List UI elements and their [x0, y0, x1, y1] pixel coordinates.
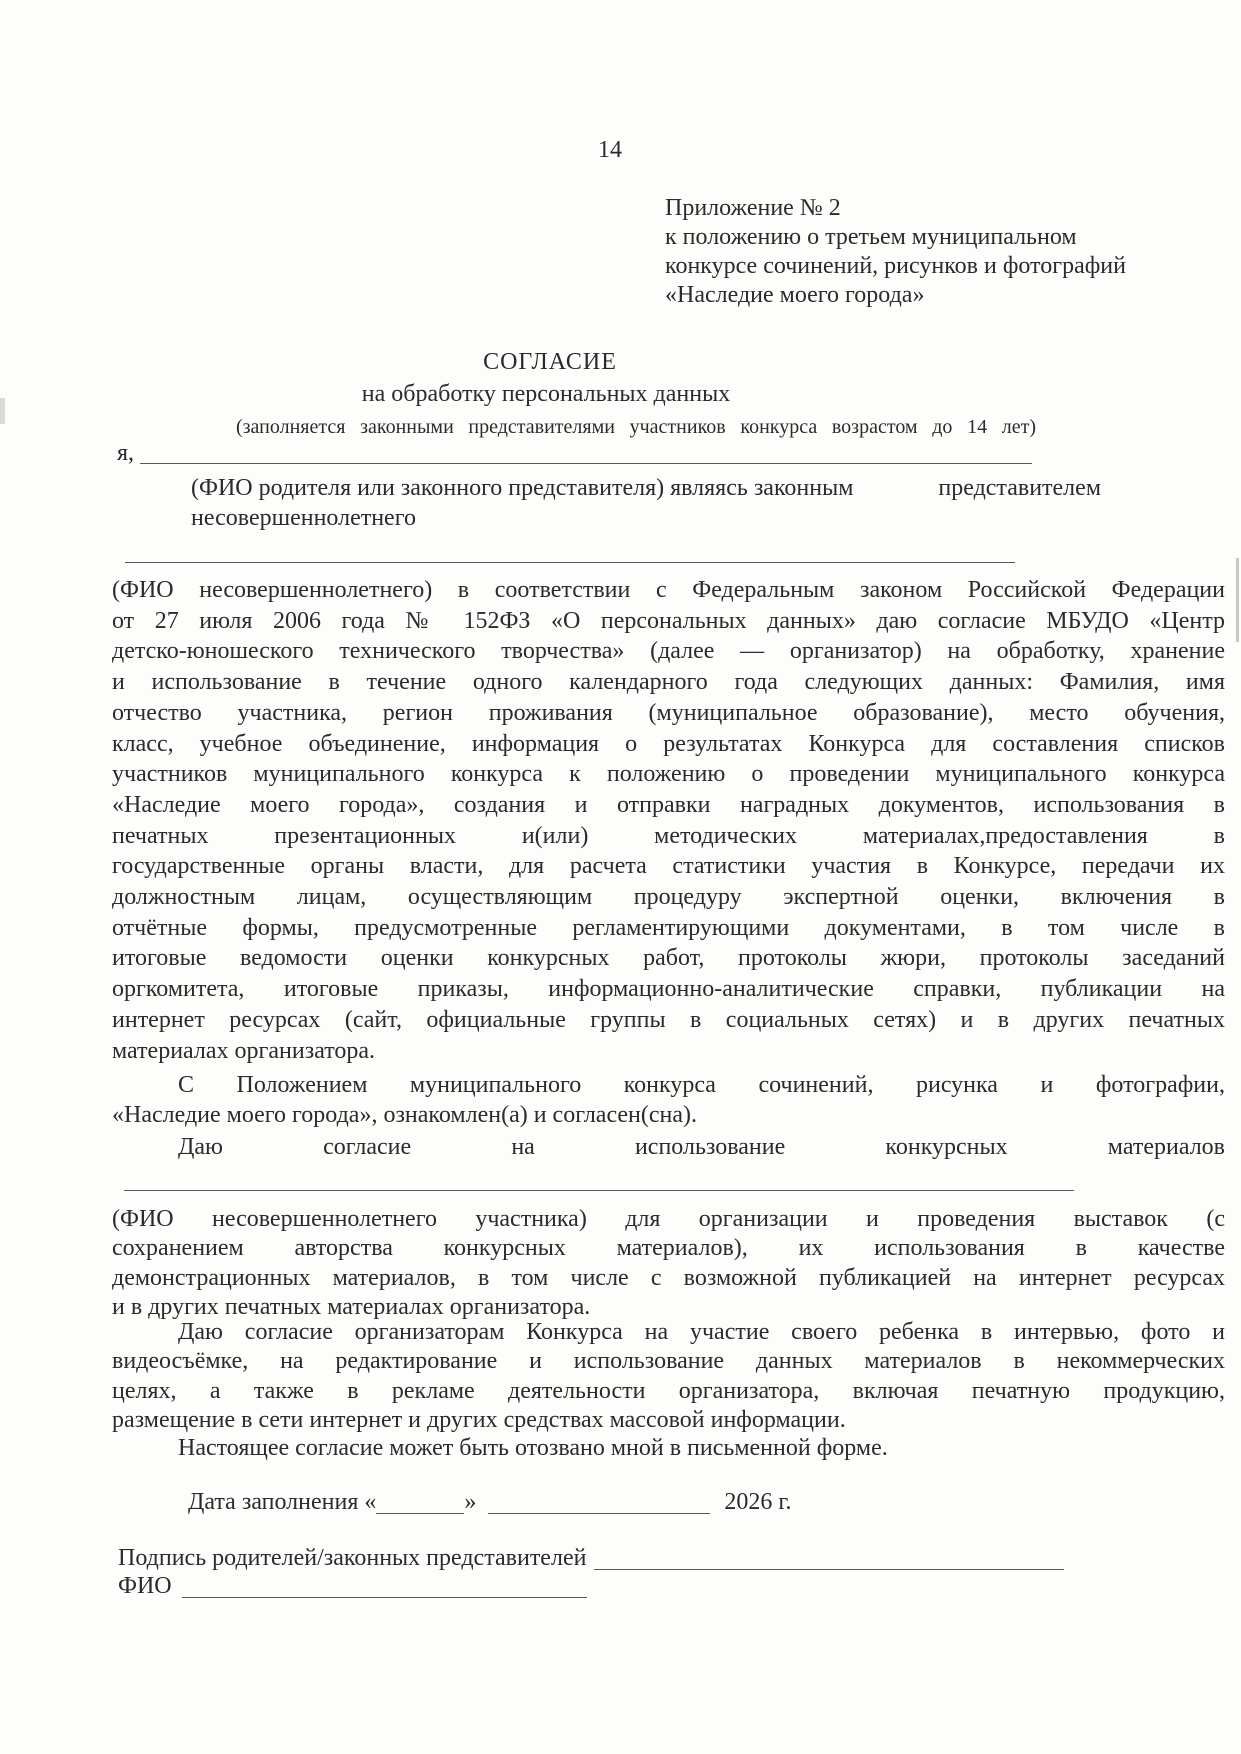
- document-subtitle: на обработку персональных данных: [361, 381, 731, 407]
- page-number: 14: [598, 137, 622, 163]
- fio-blank-line: [182, 1575, 587, 1598]
- scan-edge-artifact: [0, 398, 5, 424]
- month-blank-line: [488, 1491, 710, 1514]
- declarant-caption-right: представителем: [938, 475, 1101, 501]
- filler-note: (заполняется законными представителями участников конкурса возрастом до 14 лет): [236, 416, 1036, 438]
- participant-name-blank-line: [124, 1190, 1074, 1191]
- declarant-caption-left: (ФИО родителя или законного представителя) являясь законным: [191, 475, 854, 501]
- scan-edge-artifact: [1236, 558, 1239, 642]
- fill-date-label: Дата заполнения: [188, 1489, 359, 1515]
- declarant-pronoun: я,: [117, 440, 135, 466]
- materials-consent-intro: Даю согласие на использование конкурсных материалов: [178, 1134, 1225, 1160]
- minor-name-blank-line: [125, 562, 1015, 563]
- familiarization-paragraph: С Положением муниципального конкурса сочинений, рисунка и фотографии, «Наследие моего города», ознакомлен(а) и согласен(сна).: [112, 1072, 1225, 1128]
- fill-date-year: 2026 г.: [724, 1489, 792, 1515]
- document-title: СОГЛАСИЕ: [483, 349, 617, 375]
- fio-label: ФИО: [118, 1573, 172, 1599]
- materials-consent-paragraph: (ФИО несовершеннолетнего участника) для организации и проведения выставок (с сохранением авторства конкурсных материалов), их использования в качестве демонстрационных материалов, в том числе с возможной публикацией на интернет ресурсах и в других печатных материалах организатора.: [112, 1206, 1225, 1321]
- close-quote: »: [464, 1489, 477, 1515]
- appendix-header: Приложение № 2 к положению о третьем муниципальном конкурсе сочинений, рисунков и фотографий «Наследие моего города»: [665, 195, 1126, 308]
- signature-label: Подпись родителей/законных представителей: [118, 1545, 587, 1571]
- open-quote: «: [364, 1489, 377, 1515]
- day-blank-line: [376, 1491, 464, 1514]
- consent-paragraph: (ФИО несовершеннолетнего) в соответствии с Федеральным законом Российской Федерации от 27 июля 2006 года № 152ФЗ «О персональных данных» даю согласие МБУДО «Центр детско-юношеского технического творчества» (далее — организатор) на обработку, хранение и использование в течение одного календарного года следующих данных: Фамилия, имя отчество участника, регион проживания (муниципальное образование), место обучения, класс, учебное объединение, информация о результатах Конкурса для составления списков участников муниципального конкурса к положению о проведении муниципального конкурса «Наследие моего города», создания и отправки наградных документов, использования в печатных презентационных и(или) методических материалах,предоставления в государственные органы власти, для расчета статистики участия в Конкурсе, передачи их должностным лицам, осуществляющим процедуру экспертной оценки, включения в отчётные формы, предусмотренные регламентирующими документами, в том числе в итоговые ведомости оценки конкурсных работ, протоколы жюри, протоколы заседаний оргкомитета, итоговые приказы, информационно-аналитические справки, публикации на интернет ресурсах (сайт, официальные группы в социальных сетях) и в других печатных материалах организатора.: [112, 577, 1225, 1064]
- signature-blank-line: [594, 1547, 1064, 1570]
- media-consent-paragraph: Даю согласие организаторам Конкурса на участие своего ребенка в интервью, фото и видеосъёмке, на редактирование и использование данных материалов в некоммерческих целях, а также в рекламе деятельности организатора, включая печатную продукцию, размещение в сети интернет и других средствах массовой информации.: [112, 1319, 1225, 1434]
- fill-date-row: [112, 1489, 792, 1516]
- declarant-name-blank-line: [140, 463, 1032, 464]
- declarant-caption-line2: несовершеннолетнего: [191, 505, 416, 531]
- fio-row: [118, 1573, 587, 1600]
- withdrawal-statement: Настоящее согласие может быть отозвано мной в письменной форме.: [178, 1435, 888, 1461]
- signature-row: [118, 1545, 1064, 1572]
- declarant-caption-row: [191, 475, 1101, 502]
